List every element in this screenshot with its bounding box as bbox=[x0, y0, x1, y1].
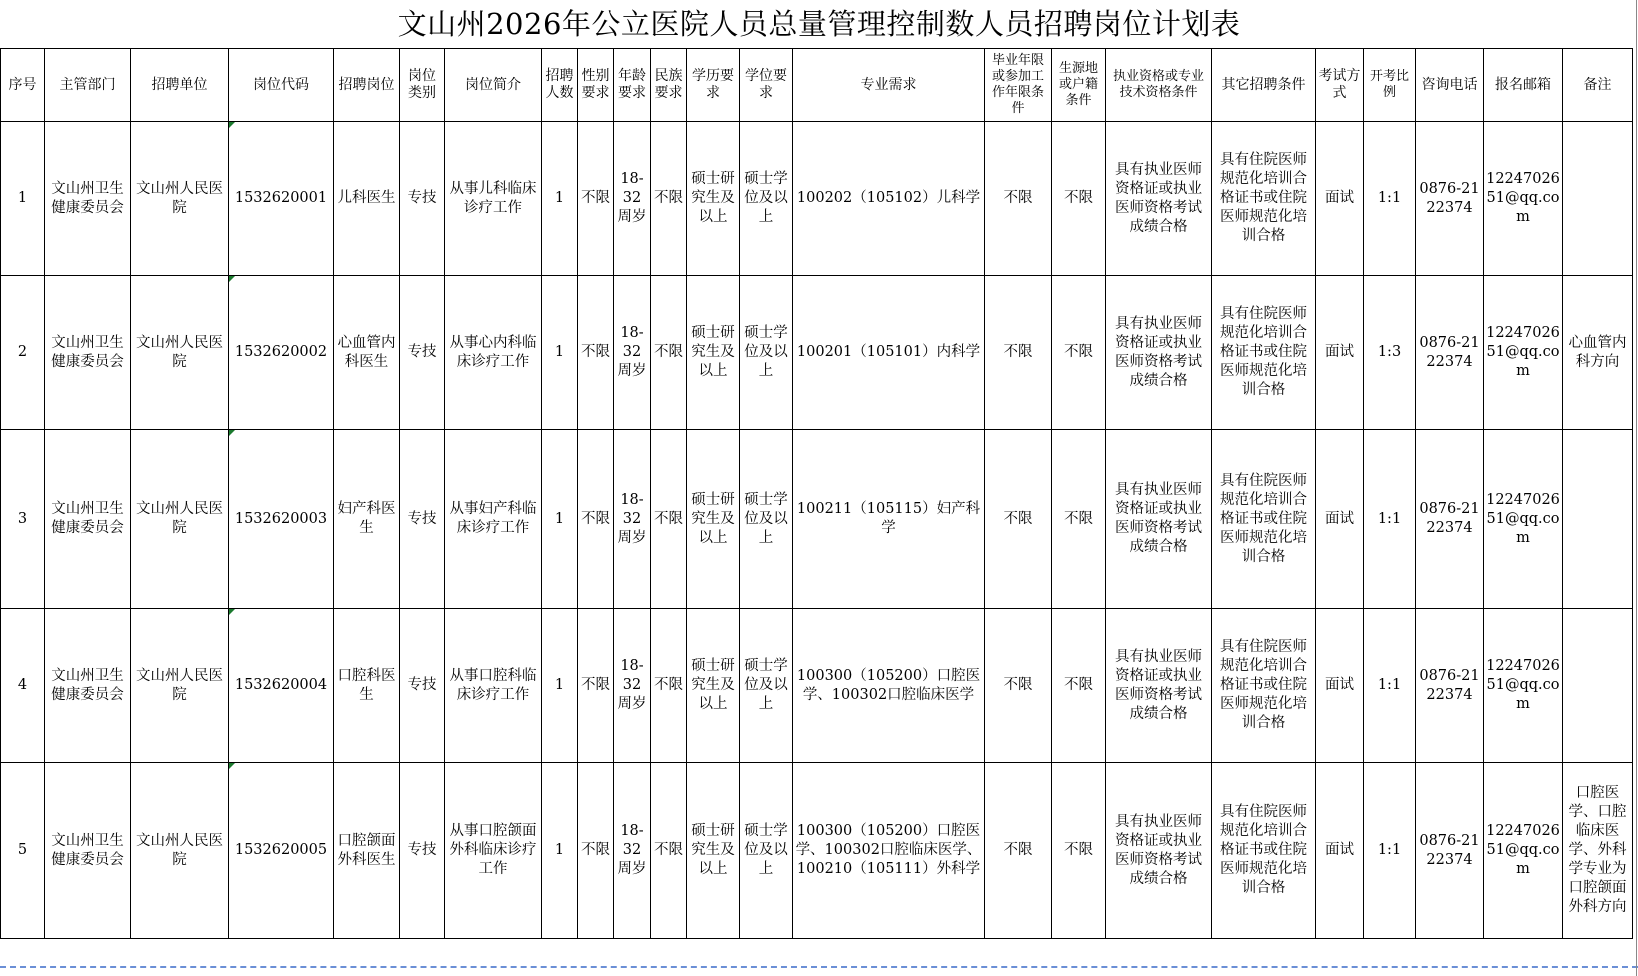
page-break-line bbox=[0, 966, 1638, 968]
cell-post[interactable]: 儿科医生 bbox=[334, 122, 400, 276]
cell-remark[interactable] bbox=[1563, 609, 1633, 763]
cell-education[interactable]: 硕士研究生及以上 bbox=[687, 122, 740, 276]
cell-category[interactable]: 专技 bbox=[400, 763, 445, 939]
cell-age[interactable]: 18-32周岁 bbox=[614, 763, 651, 939]
header-cell: 招聘人数 bbox=[542, 49, 578, 122]
cell-years[interactable]: 不限 bbox=[985, 430, 1052, 609]
cell-ratio[interactable]: 1:1 bbox=[1364, 122, 1416, 276]
cell-degree[interactable]: 硕士学位及以上 bbox=[740, 122, 793, 276]
cell-origin[interactable]: 不限 bbox=[1052, 276, 1106, 430]
cell-intro[interactable]: 从事口腔颌面外科临床诊疗工作 bbox=[445, 763, 542, 939]
cell-major[interactable]: 100202（105102）儿科学 bbox=[793, 122, 985, 276]
cell-phone[interactable]: 0876-2122374 bbox=[1416, 609, 1484, 763]
cell-origin[interactable]: 不限 bbox=[1052, 430, 1106, 609]
cell-education[interactable]: 硕士研究生及以上 bbox=[687, 763, 740, 939]
header-cell: 执业资格或专业技术资格条件 bbox=[1106, 49, 1212, 122]
cell-qualification[interactable]: 具有执业医师资格证或执业医师资格考试成绩合格 bbox=[1106, 122, 1212, 276]
cell-degree[interactable]: 硕士学位及以上 bbox=[740, 276, 793, 430]
cell-category[interactable]: 专技 bbox=[400, 609, 445, 763]
cell-phone[interactable]: 0876-2122374 bbox=[1416, 122, 1484, 276]
cell-ethnic[interactable]: 不限 bbox=[651, 276, 687, 430]
header-cell: 年龄要求 bbox=[614, 49, 651, 122]
cell-phone[interactable]: 0876-2122374 bbox=[1416, 276, 1484, 430]
cell-intro[interactable]: 从事心内科临床诊疗工作 bbox=[445, 276, 542, 430]
header-cell: 民族要求 bbox=[651, 49, 687, 122]
header-cell: 学位要求 bbox=[740, 49, 793, 122]
cell-email[interactable]: 1224702651@qq.com bbox=[1484, 763, 1563, 939]
table-row bbox=[1, 609, 1633, 763]
header-cell: 主管部门 bbox=[45, 49, 131, 122]
cell-major[interactable]: 100300（105200）口腔医学、100302口腔临床医学 bbox=[793, 609, 985, 763]
cell-ratio[interactable]: 1:1 bbox=[1364, 609, 1416, 763]
cell-years[interactable]: 不限 bbox=[985, 609, 1052, 763]
cell-age[interactable]: 18-32周岁 bbox=[614, 122, 651, 276]
cell-no[interactable]: 1 bbox=[1, 122, 45, 276]
cell-gender[interactable]: 不限 bbox=[578, 763, 614, 939]
cell-post[interactable]: 心血管内科医生 bbox=[334, 276, 400, 430]
cell-post[interactable]: 口腔颌面外科医生 bbox=[334, 763, 400, 939]
header-cell: 岗位简介 bbox=[445, 49, 542, 122]
cell-major[interactable]: 100201（105101）内科学 bbox=[793, 276, 985, 430]
cell-qualification[interactable]: 具有执业医师资格证或执业医师资格考试成绩合格 bbox=[1106, 763, 1212, 939]
cell-other[interactable]: 具有住院医师规范化培训合格证书或住院医师规范化培训合格 bbox=[1212, 609, 1316, 763]
cell-phone[interactable]: 0876-2122374 bbox=[1416, 430, 1484, 609]
cell-no[interactable]: 4 bbox=[1, 609, 45, 763]
cell-gender[interactable]: 不限 bbox=[578, 609, 614, 763]
cell-unit[interactable]: 文山州人民医院 bbox=[131, 763, 229, 939]
cell-count[interactable]: 1 bbox=[542, 276, 578, 430]
header-cell: 备注 bbox=[1563, 49, 1633, 122]
cell-ratio[interactable]: 1:1 bbox=[1364, 763, 1416, 939]
cell-age[interactable]: 18-32周岁 bbox=[614, 276, 651, 430]
cell-education[interactable]: 硕士研究生及以上 bbox=[687, 276, 740, 430]
cell-category[interactable]: 专技 bbox=[400, 276, 445, 430]
header-cell: 考试方式 bbox=[1316, 49, 1364, 122]
cell-phone[interactable]: 0876-2122374 bbox=[1416, 763, 1484, 939]
cell-category[interactable]: 专技 bbox=[400, 122, 445, 276]
header-row bbox=[1, 49, 1633, 122]
cell-unit[interactable]: 文山州人民医院 bbox=[131, 609, 229, 763]
cell-dept[interactable]: 文山州卫生健康委员会 bbox=[45, 430, 131, 609]
cell-no[interactable]: 5 bbox=[1, 763, 45, 939]
cell-origin[interactable]: 不限 bbox=[1052, 609, 1106, 763]
sheet-edge bbox=[1636, 0, 1637, 976]
cell-gender[interactable]: 不限 bbox=[578, 276, 614, 430]
cell-exam[interactable]: 面试 bbox=[1316, 276, 1364, 430]
cell-degree[interactable]: 硕士学位及以上 bbox=[740, 763, 793, 939]
header-cell: 专业需求 bbox=[793, 49, 985, 122]
cell-email[interactable]: 1224702651@qq.com bbox=[1484, 430, 1563, 609]
cell-origin[interactable]: 不限 bbox=[1052, 763, 1106, 939]
cell-education[interactable]: 硕士研究生及以上 bbox=[687, 430, 740, 609]
header-cell: 生源地或户籍条件 bbox=[1052, 49, 1106, 122]
cell-degree[interactable]: 硕士学位及以上 bbox=[740, 609, 793, 763]
cell-count[interactable]: 1 bbox=[542, 763, 578, 939]
table-row bbox=[1, 276, 1633, 430]
cell-email[interactable]: 1224702651@qq.com bbox=[1484, 276, 1563, 430]
cell-dept[interactable]: 文山州卫生健康委员会 bbox=[45, 276, 131, 430]
cell-intro[interactable]: 从事口腔科临床诊疗工作 bbox=[445, 609, 542, 763]
cell-major[interactable]: 100211（105115）妇产科学 bbox=[793, 430, 985, 609]
cell-code[interactable]: 1532620005 bbox=[229, 763, 334, 939]
cell-code[interactable]: 1532620004 bbox=[229, 609, 334, 763]
cell-gender[interactable]: 不限 bbox=[578, 122, 614, 276]
header-cell: 学历要求 bbox=[687, 49, 740, 122]
cell-category[interactable]: 专技 bbox=[400, 430, 445, 609]
cell-post[interactable]: 妇产科医生 bbox=[334, 430, 400, 609]
table-row bbox=[1, 122, 1633, 276]
header-cell: 咨询电话 bbox=[1416, 49, 1484, 122]
cell-remark[interactable] bbox=[1563, 430, 1633, 609]
cell-count[interactable]: 1 bbox=[542, 609, 578, 763]
cell-post[interactable]: 口腔科医生 bbox=[334, 609, 400, 763]
cell-no[interactable]: 2 bbox=[1, 276, 45, 430]
cell-email[interactable]: 1224702651@qq.com bbox=[1484, 609, 1563, 763]
cell-gender[interactable]: 不限 bbox=[578, 430, 614, 609]
cell-remark[interactable] bbox=[1563, 122, 1633, 276]
cell-other[interactable]: 具有住院医师规范化培训合格证书或住院医师规范化培训合格 bbox=[1212, 430, 1316, 609]
cell-ethnic[interactable]: 不限 bbox=[651, 122, 687, 276]
cell-other[interactable]: 具有住院医师规范化培训合格证书或住院医师规范化培训合格 bbox=[1212, 122, 1316, 276]
cell-origin[interactable]: 不限 bbox=[1052, 122, 1106, 276]
cell-count[interactable]: 1 bbox=[542, 122, 578, 276]
header-cell: 招聘岗位 bbox=[334, 49, 400, 122]
header-cell: 报名邮箱 bbox=[1484, 49, 1563, 122]
cell-unit[interactable]: 文山州人民医院 bbox=[131, 122, 229, 276]
cell-unit[interactable]: 文山州人民医院 bbox=[131, 276, 229, 430]
cell-remark[interactable]: 口腔医学、口腔临床医学、外科学专业为口腔颌面外科方向 bbox=[1563, 763, 1633, 939]
cell-ethnic[interactable]: 不限 bbox=[651, 763, 687, 939]
cell-dept[interactable]: 文山州卫生健康委员会 bbox=[45, 609, 131, 763]
cell-email[interactable]: 1224702651@qq.com bbox=[1484, 122, 1563, 276]
cell-major[interactable]: 100300（105200）口腔医学、100302口腔临床医学、100210（105111）外科学 bbox=[793, 763, 985, 939]
header-cell: 招聘单位 bbox=[131, 49, 229, 122]
header-cell: 序号 bbox=[1, 49, 45, 122]
cell-qualification[interactable]: 具有执业医师资格证或执业医师资格考试成绩合格 bbox=[1106, 609, 1212, 763]
cell-remark[interactable]: 心血管内科方向 bbox=[1563, 276, 1633, 430]
cell-exam[interactable]: 面试 bbox=[1316, 122, 1364, 276]
cell-code[interactable]: 1532620002 bbox=[229, 276, 334, 430]
header-cell: 毕业年限或参加工作年限条件 bbox=[985, 49, 1052, 122]
cell-qualification[interactable]: 具有执业医师资格证或执业医师资格考试成绩合格 bbox=[1106, 276, 1212, 430]
recruitment-table bbox=[0, 48, 1633, 939]
page-title: 文山州2026年公立医院人员总量管理控制数人员招聘岗位计划表 bbox=[397, 7, 1241, 41]
cell-other[interactable]: 具有住院医师规范化培训合格证书或住院医师规范化培训合格 bbox=[1212, 763, 1316, 939]
cell-ratio[interactable]: 1:1 bbox=[1364, 430, 1416, 609]
cell-exam[interactable]: 面试 bbox=[1316, 609, 1364, 763]
cell-exam[interactable]: 面试 bbox=[1316, 430, 1364, 609]
cell-years[interactable]: 不限 bbox=[985, 122, 1052, 276]
table-row bbox=[1, 763, 1633, 939]
cell-count[interactable]: 1 bbox=[542, 430, 578, 609]
cell-ratio[interactable]: 1:3 bbox=[1364, 276, 1416, 430]
cell-age[interactable]: 18-32周岁 bbox=[614, 430, 651, 609]
cell-ethnic[interactable]: 不限 bbox=[651, 430, 687, 609]
cell-code[interactable]: 1532620001 bbox=[229, 122, 334, 276]
cell-degree[interactable]: 硕士学位及以上 bbox=[740, 430, 793, 609]
cell-years[interactable]: 不限 bbox=[985, 276, 1052, 430]
cell-code[interactable]: 1532620003 bbox=[229, 430, 334, 609]
cell-other[interactable]: 具有住院医师规范化培训合格证书或住院医师规范化培训合格 bbox=[1212, 276, 1316, 430]
cell-years[interactable]: 不限 bbox=[985, 763, 1052, 939]
cell-unit[interactable]: 文山州人民医院 bbox=[131, 430, 229, 609]
cell-intro[interactable]: 从事儿科临床诊疗工作 bbox=[445, 122, 542, 276]
cell-no[interactable]: 3 bbox=[1, 430, 45, 609]
cell-dept[interactable]: 文山州卫生健康委员会 bbox=[45, 763, 131, 939]
cell-ethnic[interactable]: 不限 bbox=[651, 609, 687, 763]
cell-education[interactable]: 硕士研究生及以上 bbox=[687, 609, 740, 763]
cell-age[interactable]: 18-32周岁 bbox=[614, 609, 651, 763]
header-cell: 其它招聘条件 bbox=[1212, 49, 1316, 122]
cell-exam[interactable]: 面试 bbox=[1316, 763, 1364, 939]
header-cell: 岗位代码 bbox=[229, 49, 334, 122]
header-cell: 岗位类别 bbox=[400, 49, 445, 122]
cell-intro[interactable]: 从事妇产科临床诊疗工作 bbox=[445, 430, 542, 609]
cell-qualification[interactable]: 具有执业医师资格证或执业医师资格考试成绩合格 bbox=[1106, 430, 1212, 609]
header-cell: 开考比例 bbox=[1364, 49, 1416, 122]
header-cell: 性别要求 bbox=[578, 49, 614, 122]
cell-dept[interactable]: 文山州卫生健康委员会 bbox=[45, 122, 131, 276]
table-row bbox=[1, 430, 1633, 609]
